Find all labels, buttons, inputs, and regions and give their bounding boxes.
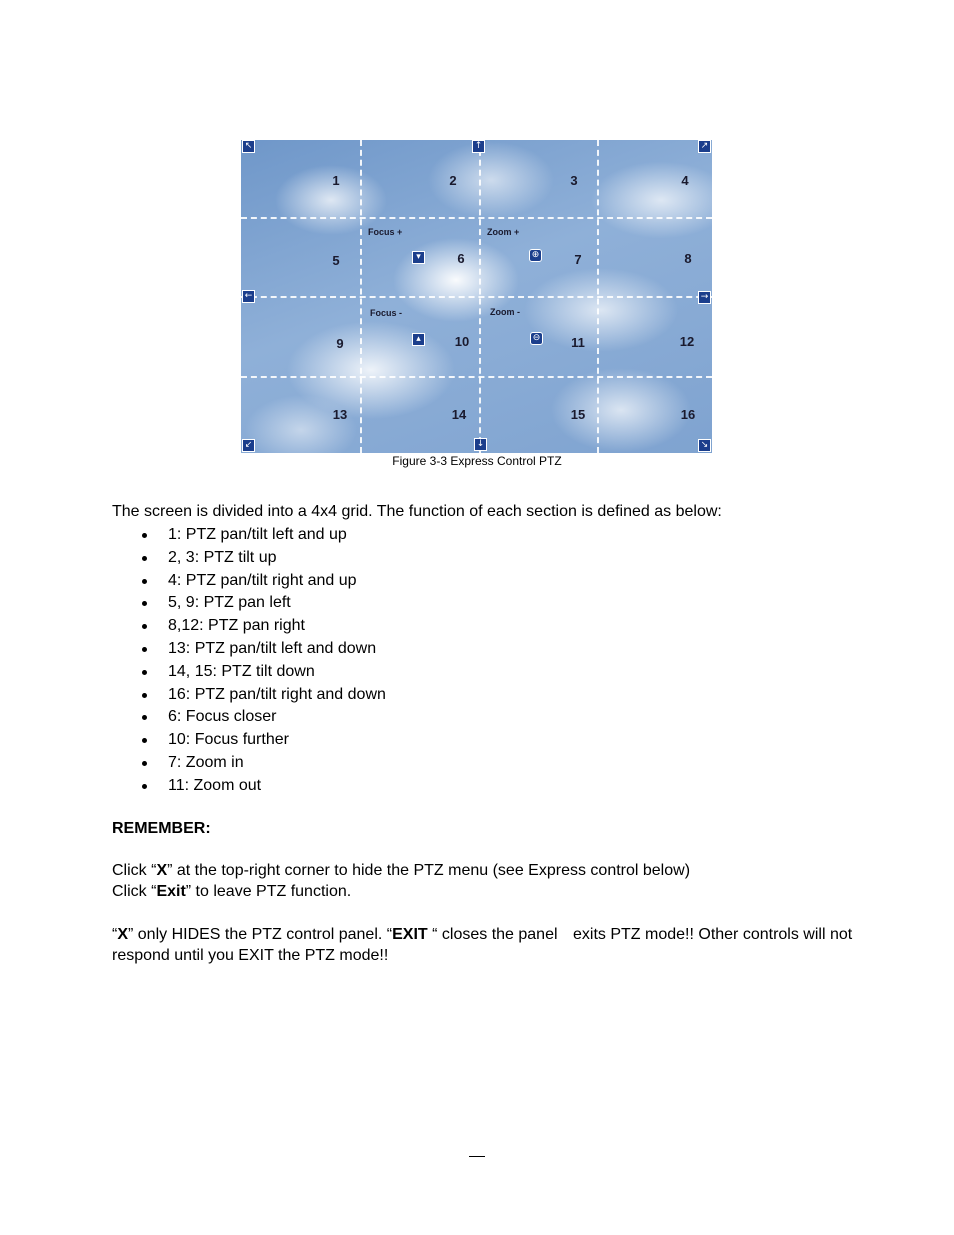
remember-heading: REMEMBER: bbox=[112, 820, 211, 837]
arrow-down-right-icon[interactable]: ↘ bbox=[698, 439, 711, 452]
warning-line-end: respond until you EXIT the PTZ mode!! bbox=[112, 947, 389, 964]
intro-paragraph: The screen is divided into a 4x4 grid. The function of each section is defined as below: bbox=[112, 503, 722, 520]
function-list bbox=[140, 524, 386, 798]
grid-line bbox=[241, 376, 712, 378]
grid-cell-number: 12 bbox=[679, 334, 695, 349]
list-item: 10: Focus further bbox=[140, 729, 386, 752]
grid-cell-number: 2 bbox=[449, 173, 457, 188]
list-item: 16: PTZ pan/tilt right and down bbox=[140, 684, 386, 707]
grid-line bbox=[241, 217, 712, 219]
zoom-minus-label: Zoom - bbox=[490, 307, 520, 317]
focus-plus-label: Focus + bbox=[368, 227, 403, 237]
text-span: “ closes the panel bbox=[427, 926, 558, 943]
arrow-up-right-icon[interactable]: ↗ bbox=[698, 140, 711, 153]
text-span: Click “ bbox=[112, 862, 157, 879]
ptz-grid-figure bbox=[241, 140, 712, 453]
text-span: ” to leave PTZ function. bbox=[185, 883, 352, 900]
arrow-up-left-icon[interactable]: ↖ bbox=[242, 140, 255, 153]
x-key: X bbox=[117, 926, 128, 943]
arrow-up-icon[interactable]: ↑ bbox=[472, 140, 485, 153]
list-item: 14, 15: PTZ tilt down bbox=[140, 661, 386, 684]
grid-cell-number: 10 bbox=[454, 334, 470, 349]
arrow-right-icon[interactable]: → bbox=[698, 291, 711, 304]
list-item: 2, 3: PTZ tilt up bbox=[140, 547, 386, 570]
grid-cell-number: 7 bbox=[574, 252, 582, 267]
focus-near-icon[interactable]: ▾ bbox=[412, 251, 425, 264]
exit-key: Exit bbox=[156, 883, 186, 900]
grid-cell-number: 13 bbox=[332, 407, 348, 422]
arrow-left-icon[interactable]: ← bbox=[242, 290, 255, 303]
page-number-mark bbox=[469, 1156, 485, 1157]
grid-cell-number: 8 bbox=[684, 251, 692, 266]
warning-line bbox=[112, 925, 558, 945]
warning-line-tail: exits PTZ mode!! Other controls will not bbox=[573, 926, 853, 943]
grid-cell-number: 11 bbox=[571, 335, 585, 350]
focus-minus-label: Focus - bbox=[370, 308, 403, 318]
list-item: 11: Zoom out bbox=[140, 775, 386, 798]
grid-cell-number: 6 bbox=[457, 251, 465, 266]
list-item: 6: Focus closer bbox=[140, 706, 386, 729]
arrow-down-left-icon[interactable]: ↙ bbox=[242, 439, 255, 452]
list-item: 7: Zoom in bbox=[140, 752, 386, 775]
arrow-down-icon[interactable]: ↓ bbox=[474, 438, 487, 451]
grid-cell-number: 9 bbox=[336, 336, 344, 351]
focus-far-icon[interactable]: ▴ bbox=[412, 333, 425, 346]
zoom-in-icon[interactable]: ⊕ bbox=[529, 249, 542, 262]
grid-line bbox=[241, 296, 712, 298]
text-span: ” at the top-right corner to hide the PTZ menu (see Express control below) bbox=[167, 862, 691, 879]
text-span: ” only HIDES the PTZ control panel. “ bbox=[128, 926, 393, 943]
exit-key: EXIT bbox=[392, 926, 428, 943]
grid-cell-number: 16 bbox=[680, 407, 696, 422]
x-key: X bbox=[156, 862, 168, 879]
grid-cell-number: 5 bbox=[332, 253, 340, 268]
list-item: 8,12: PTZ pan right bbox=[140, 615, 386, 638]
list-item: 4: PTZ pan/tilt right and up bbox=[140, 570, 386, 593]
grid-cell-number: 14 bbox=[451, 407, 467, 422]
zoom-out-icon[interactable]: ⊖ bbox=[530, 332, 543, 345]
hide-menu-line bbox=[112, 861, 690, 881]
figure-caption: Figure 3-3 Express Control PTZ bbox=[392, 454, 562, 468]
text-span: “ bbox=[112, 926, 118, 943]
grid-cell-number: 15 bbox=[570, 407, 586, 422]
zoom-plus-label: Zoom + bbox=[487, 227, 520, 237]
list-item: 13: PTZ pan/tilt left and down bbox=[140, 638, 386, 661]
exit-line bbox=[112, 882, 351, 902]
grid-cell-number: 4 bbox=[681, 173, 689, 188]
grid-cell-number: 3 bbox=[570, 173, 578, 188]
text-span: Click “ bbox=[112, 883, 157, 900]
grid-cell-number: 1 bbox=[332, 173, 340, 188]
list-item: 5, 9: PTZ pan left bbox=[140, 592, 386, 615]
list-item: 1: PTZ pan/tilt left and up bbox=[140, 524, 386, 547]
